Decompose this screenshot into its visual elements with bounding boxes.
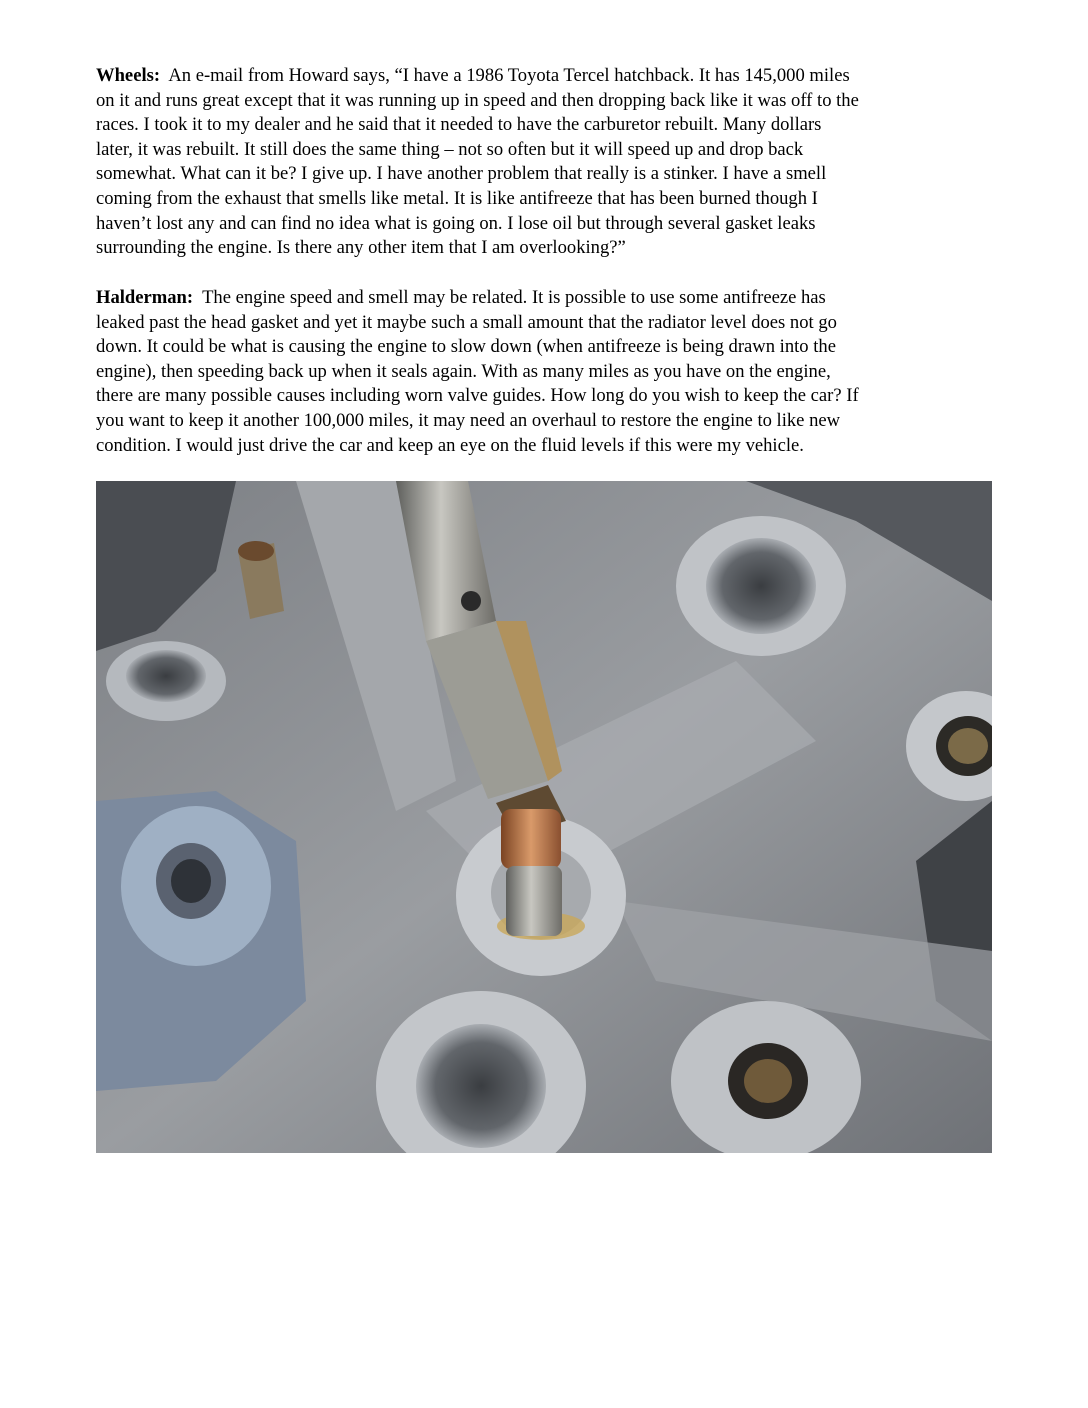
valve-bore xyxy=(706,538,816,634)
question-label: Wheels: xyxy=(96,65,161,86)
question-line: surrounding the engine. Is there any other item that I am overlooking?” xyxy=(96,237,626,259)
threaded-hole-center xyxy=(171,859,211,903)
answer-line: leaked past the head gasket and yet it maybe such a small amount that the radiator level does not go xyxy=(96,311,837,333)
answer-first-line xyxy=(96,286,996,311)
question-line: races. I took it to my dealer and he said that it needed to have the carburetor rebuilt. Many dollars xyxy=(96,114,822,136)
bolt-bore xyxy=(126,650,206,702)
engine-photo-illustration xyxy=(96,481,992,1153)
valve-guide-liner xyxy=(948,728,988,764)
question-line: An e-mail from Howard says, “I have a 1986 Toyota Tercel hatchback. It has 145,000 miles xyxy=(168,65,850,86)
valve-stem-top xyxy=(238,541,274,561)
answer-line: there are many possible causes including worn valve guides. How long do you wish to keep the car? If xyxy=(96,385,859,407)
answer-line: The engine speed and smell may be related. It is possible to use some antifreeze has xyxy=(202,287,826,308)
question-line: on it and runs great except that it was running up in speed and then dropping back like it was off to the xyxy=(96,89,859,111)
question-line: haven’t lost any and can find no idea what is going on. I lose oil but through several gasket leaks xyxy=(96,212,816,234)
answer-line: down. It could be what is causing the engine to slow down (when antifreeze is being drawn into the xyxy=(96,336,836,358)
question-line: coming from the exhaust that smells like metal. It is like antifreeze that has been burned though I xyxy=(96,187,818,209)
set-screw-icon xyxy=(461,591,481,611)
pilot-shaft xyxy=(506,866,562,936)
question-paragraph xyxy=(96,64,996,261)
answer-line: condition. I would just drive the car and keep an eye on the fluid levels if this were my vehicle. xyxy=(96,434,804,456)
engine-cylinder-head-photo xyxy=(96,481,992,1153)
answer-line: engine), then speeding back up when it seals again. With as many miles as you have on the engine, xyxy=(96,360,831,382)
answer-line: you want to keep it another 100,000 miles, it may need an overhaul to restore the engine to like new xyxy=(96,409,841,431)
question-first-line xyxy=(96,64,996,89)
question-line: somewhat. What can it be? I give up. I have another problem that really is a stinker. I have a smell xyxy=(96,163,827,185)
answer-paragraph xyxy=(96,286,996,458)
question-line: later, it was rebuilt. It still does the same thing – not so often but it will speed up and drop back xyxy=(96,138,804,160)
valve-bore xyxy=(416,1024,546,1148)
copper-guide-sleeve xyxy=(501,809,561,869)
answer-label: Halderman: xyxy=(96,287,194,308)
valve-guide-liner xyxy=(744,1059,792,1103)
